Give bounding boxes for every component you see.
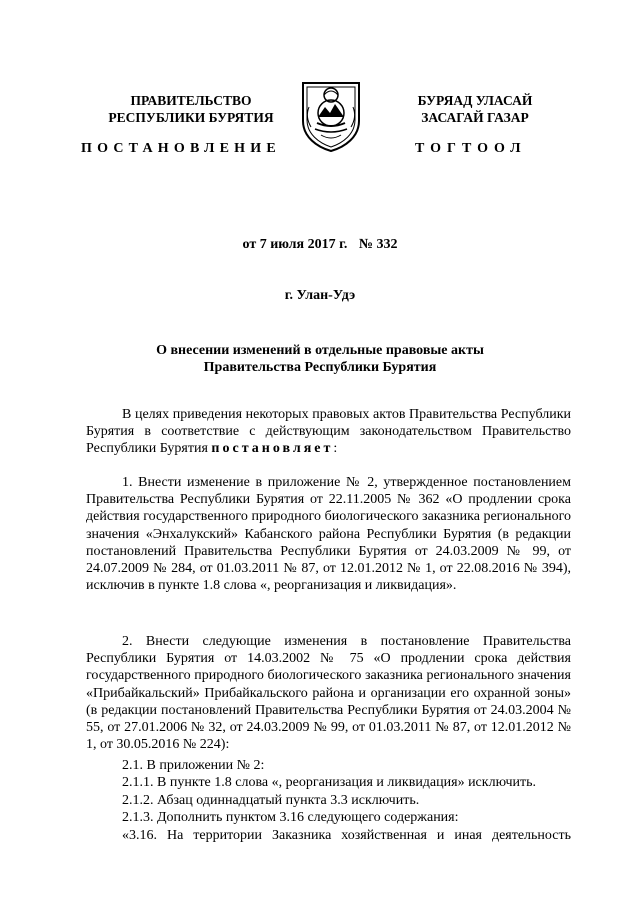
document-title xyxy=(0,342,640,376)
item-1-text: 1. Внести изменение в приложение № 2, утвержденное постановлением Правительства Республики Бурятия от 22.11.2005 № 362 «О продлении срока действия государственного природного биологического заказника регионального значения «Энхалукский» Кабанского района Республики Бурятия (в редакции постановлений Правительства Республики Бурятия от 24.03.2009 № 99, от 24.07.2009 № 284, от 01.03.2011 № 87, от 12.01.2012 № 1, от 22.08.2016 № 394), исключив в пункте 1.8 слова «, реорганизация и ликвидация». xyxy=(86,475,571,594)
item-2-1: 2.1. В приложении № 2: xyxy=(122,758,265,773)
item-2-1-1: 2.1.1. В пункте 1.8 слова «, реорганизация и ликвидация» исключить. xyxy=(122,775,537,790)
issuer-bua xyxy=(380,92,570,126)
date-number-line xyxy=(0,237,640,253)
item-2-1-3: 2.1.3. Дополнить пунктом 3.16 следующего содержания: xyxy=(122,810,459,825)
item-1-paragraph xyxy=(86,474,571,594)
coat-of-arms-icon xyxy=(297,77,365,153)
title-line1: О внесении изменений в отдельные правовые акты xyxy=(156,343,484,358)
item-2-paragraph xyxy=(86,633,571,753)
preamble-paragraph: В целях приведения некоторых правовых актов Правительства Республики Бурятия в соответствие с действующим законодательством Правительство Республики Бурятия постановляет: xyxy=(86,407,571,457)
item-3-16-text: «3.16. На территории Заказника хозяйственная и иная деятельность xyxy=(122,828,571,843)
issuer-ru-line1: ПРАВИТЕЛЬСТВО xyxy=(130,93,252,108)
item-2-text: 2. Внести следующие изменения в постановление Правительства Республики Бурятия от 14.03.2002 № 75 «О продлении срока действия государственного природного биологического заказника регионального значения «Прибайкальский» Прибайкальского района и организации его охранной зоны» (в редакции постановлений Правительства Республики Бурятия от 24.03.2004 № 55, от 27.01.2006 № 32, от 24.03.2009 № 99, от 01.03.2011 № 87, от 12.01.2012 № 1, от 30.05.2016 № 224): xyxy=(86,634,571,753)
issuer-ru xyxy=(96,92,286,126)
doc-type-ru: ПОСТАНОВЛЕНИЕ xyxy=(81,141,281,156)
issuer-bua-line1: БУРЯАД УЛАСАЙ xyxy=(417,93,533,108)
title-line2: Правительства Республики Бурятия xyxy=(203,360,437,375)
item-3-16-paragraph xyxy=(86,827,571,844)
doc-type-bua: ТОГТООЛ xyxy=(415,141,527,156)
issuer-ru-line2: РЕСПУБЛИКИ БУРЯТИЯ xyxy=(108,110,274,125)
resolves-word: постановляет xyxy=(211,441,334,457)
document-number: № 332 xyxy=(358,237,398,252)
preamble-text: В целях приведения некоторых правовых актов Правительства Республики Бурятия в соответствие с действующим законодательством Правительство Республики Бурятия xyxy=(86,407,571,457)
document-city: г. Улан-Удэ xyxy=(284,288,356,303)
issuer-bua-line2: ЗАСАГАЙ ГАЗАР xyxy=(421,110,529,125)
item-2-1-2: 2.1.2. Абзац одиннадцатый пункта 3.3 исключить. xyxy=(122,793,420,808)
document-date: от 7 июля 2017 г. xyxy=(242,237,348,252)
